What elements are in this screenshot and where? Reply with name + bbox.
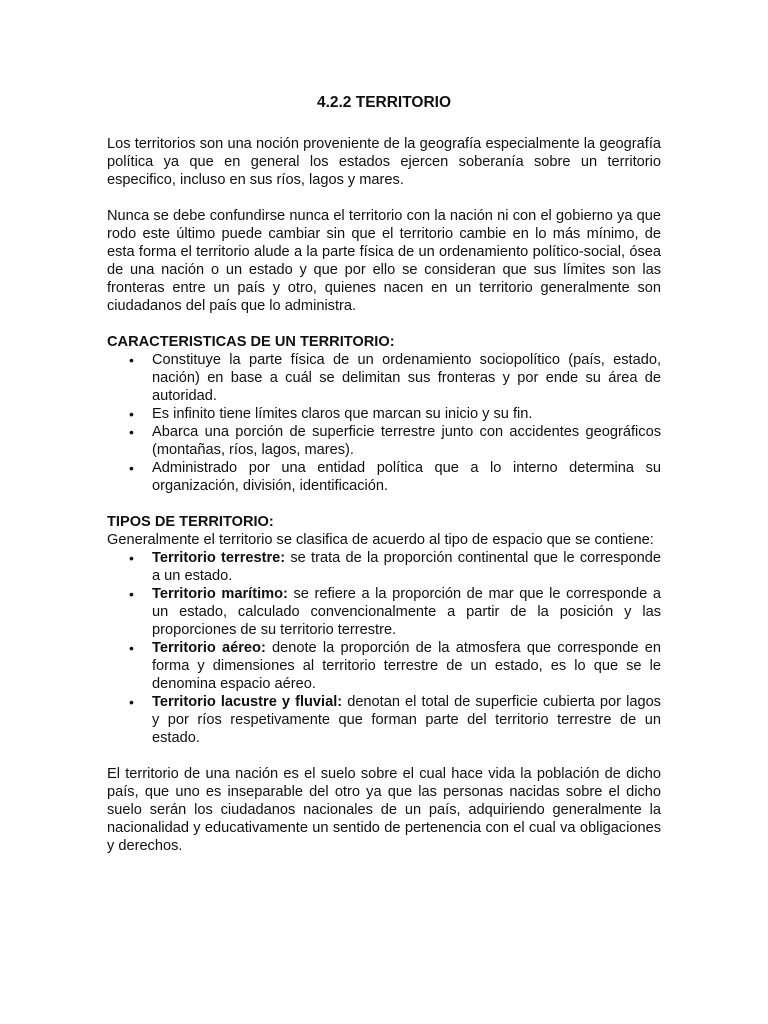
page-title: 4.2.2 TERRITORIO xyxy=(316,94,452,111)
paragraph-distinction: Nunca se debe confundirse nunca el territorio con la nación ni con el gobierno ya que rodo este último puede cambiar sin que el territorio cambie en lo más mínimo, de esta forma el territorio alude a la parte física de un ordenamiento político-social, ósea de una nación o un estado y que por ello se consideran que sus límites son las fronteras entre un país y otro, quienes nacen en un territorio generalmente son ciudadanos del país que lo administra. xyxy=(107,208,661,314)
bullet-icon: • xyxy=(129,640,134,656)
section-heading-tipos: TIPOS DE TERRITORIO: xyxy=(107,514,274,530)
bullet-icon: • xyxy=(129,586,134,602)
term-label: Territorio terrestre: xyxy=(152,550,286,566)
bullet-icon: • xyxy=(129,424,134,440)
tipos-intro: Generalmente el territorio se clasifica de acuerdo al tipo de espacio que se contiene: xyxy=(107,532,654,548)
list-item: • Constituye la parte física de un ordenamiento sociopolítico (país, estado, nación) en base a cuál se delimitan sus fronteras y por ende su área de autoridad. xyxy=(129,352,661,404)
list-item: • Es infinito tiene límites claros que marcan su inicio y su fin. xyxy=(129,406,533,422)
section-heading-caracteristicas: CARACTERISTICAS DE UN TERRITORIO: xyxy=(107,334,395,350)
list-item: • Abarca una porción de superficie terrestre junto con accidentes geográficos (montañas, ríos, lagos, mares). xyxy=(129,424,661,458)
bullet-icon: • xyxy=(129,406,134,422)
list-item: • Territorio aéreo: denote la proporción de la atmosfera que corresponde en forma y dimensiones al territorio terrestre de un estado, es lo que se le denomina espacio aéreo. xyxy=(129,640,661,692)
term-label: Territorio aéreo: xyxy=(152,640,266,656)
bullet-icon: • xyxy=(129,550,134,566)
caracteristicas-list xyxy=(107,351,661,495)
list-item: • Administrado por una entidad política que a lo interno determina su organización, división, identificación. xyxy=(129,460,661,494)
list-item: • Territorio terrestre: se trata de la proporción continental que le corresponde a un estado. xyxy=(129,550,661,584)
spacer xyxy=(107,495,661,513)
term-label: Territorio marítimo: xyxy=(152,586,288,602)
spacer xyxy=(107,315,661,333)
term-label: Territorio lacustre y fluvial: xyxy=(152,694,343,710)
paragraph-conclusion: El territorio de una nación es el suelo sobre el cual hace vida la población de dicho país, que uno es inseparable del otro ya que las personas nacidas sobre el dicho suelo serán los ciudadanos nacionales de un país, adquiriendo generalmente la nacionalidad y educativamente un sentido de pertenencia con el cual va obligaciones y derechos. xyxy=(107,766,661,854)
list-item: • Territorio lacustre y fluvial: denotan el total de superficie cubierta por lagos y por ríos respetivamente que forman parte del territorio terrestre de un estado. xyxy=(129,694,661,746)
spacer xyxy=(107,747,661,765)
list-item: • Territorio marítimo: se refiere a la proporción de mar que le corresponde a un estado, calculado convencionalmente a partir de la posición y las proporciones de su territorio terrestre. xyxy=(129,586,661,638)
bullet-icon: • xyxy=(129,694,134,710)
bullet-icon: • xyxy=(129,460,134,476)
spacer xyxy=(107,189,661,207)
bullet-icon: • xyxy=(129,352,134,368)
paragraph-intro: Los territorios son una noción proveniente de la geografía especialmente la geografía política ya que en general los estados ejercen soberanía sobre un territorio especifico, incluso en sus ríos, lagos y mares. xyxy=(107,136,661,188)
document-page xyxy=(107,94,661,855)
tipos-list xyxy=(107,549,661,747)
